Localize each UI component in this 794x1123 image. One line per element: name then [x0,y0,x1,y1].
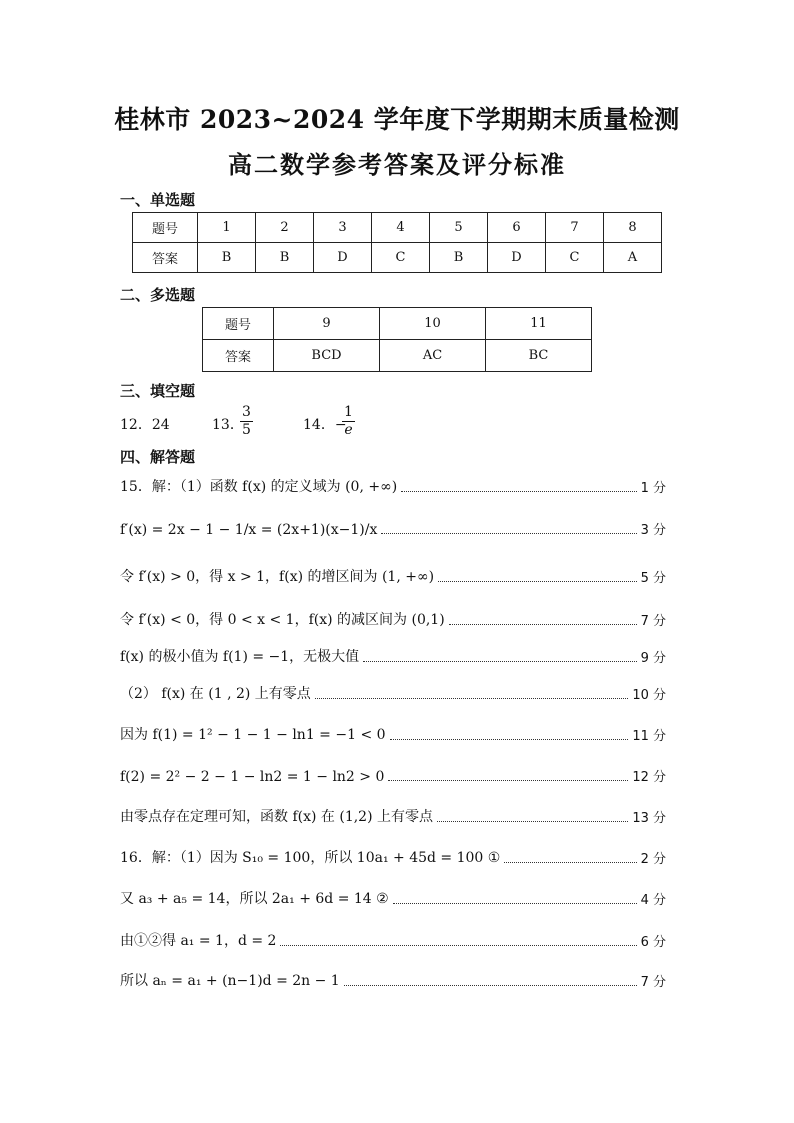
leader-dots [437,821,628,822]
solution-line [120,847,666,867]
solution-text: 令 f′(x) > 0，得 x > 1，f(x) 的增区间为 (1, +∞) [120,569,435,585]
solution-line [120,766,666,785]
fraction-numerator: 1 [344,404,353,420]
table-cell: B [256,243,314,273]
solution-text: 因为 f(1) = 1² − 1 − 1 − ln1 = −1 < 0 [120,727,386,743]
leader-dots [388,780,628,781]
solution-text: （2） f(x) 在 (1 , 2) 上有零点 [120,686,311,702]
solution-line [120,970,666,990]
solution-line [120,566,666,586]
section-solutions: 四、解答题 [120,448,196,466]
solution-points: 12 分 [632,770,666,785]
solution-line [120,930,666,950]
solution-text: 15．解：（1）函数 f(x) 的定义域为 (0, +∞) [120,479,398,495]
leader-dots [390,739,629,740]
solution-points: 10 分 [632,688,666,703]
table-header-cell: 题号 [203,308,274,340]
solution-text: f′(x) = 2x − 1 − 1/x = (2x+1)(x−1)/x [120,522,378,538]
solution-points: 7 分 [640,614,666,629]
section-single-choice: 一、单选题 [120,191,196,209]
solution-points: 11 分 [632,729,666,744]
solution-text: 16．解：（1）因为 S₁₀ = 100，所以 10a₁ + 45d = 100 ① [120,850,501,866]
leader-dots [401,491,636,492]
table-cell: B [430,243,488,273]
leader-dots [315,698,629,699]
leader-dots [363,661,636,662]
leader-dots [504,862,636,863]
answer-q14-fraction [340,404,357,439]
answer-q12: 12．24 [120,417,170,433]
leader-dots [344,985,637,986]
table-cell: 2 [256,213,314,243]
table-cell: 6 [488,213,546,243]
table-cell: 3 [314,213,372,243]
table-header-cell: 题号 [133,213,198,243]
section-fill-in: 三、填空题 [120,382,196,400]
solution-points: 7 分 [640,975,666,990]
solution-line [120,519,666,538]
multiple-choice-table [202,307,592,372]
solution-points: 3 分 [640,523,666,538]
table-cell: 4 [372,213,430,243]
solution-line [120,724,666,744]
table-cell: BCD [274,340,380,372]
solution-points: 9 分 [640,651,666,666]
solution-points: 2 分 [640,852,666,867]
table-cell: 10 [380,308,486,340]
table-row [133,213,662,243]
solution-points: 1 分 [640,481,666,496]
leader-dots [393,903,637,904]
solution-points: 6 分 [640,935,666,950]
table-cell: C [372,243,430,273]
section-multiple-choice: 二、多选题 [120,286,196,304]
table-cell: 11 [486,308,592,340]
table-row [203,340,592,372]
table-cell: D [488,243,546,273]
table-cell: C [546,243,604,273]
solution-points: 13 分 [632,811,666,826]
single-choice-table [132,212,662,273]
solution-text: 又 a₃ + a₅ = 14，所以 2a₁ + 6d = 14 ② [120,891,389,907]
fraction-denominator: 5 [242,422,251,438]
table-cell: A [604,243,662,273]
fraction-numerator: 3 [242,404,251,420]
solution-text: 所以 aₙ = a₁ + (n−1)d = 2n − 1 [120,973,340,989]
leader-dots [381,533,636,534]
solution-text: f(x) 的极小值为 f(1) = −1，无极大值 [120,649,360,665]
table-cell: 5 [430,213,488,243]
title-line-2: 高二数学参考答案及评分标准 [228,150,566,179]
solution-text: 由零点存在定理可知，函数 f(x) 在 (1,2) 上有零点 [120,809,433,825]
answer-q13-fraction [238,404,255,439]
table-cell: AC [380,340,486,372]
table-cell: BC [486,340,592,372]
fraction-denominator: e [344,422,353,438]
leader-dots [438,581,637,582]
leader-dots [449,624,637,625]
answer-q13-label: 13． [212,417,244,433]
table-cell: 1 [198,213,256,243]
title-line-1: 桂林市 2023~2024 学年度下学期期末质量检测 [114,105,680,134]
solution-line [120,609,666,629]
solution-line [120,683,666,703]
leader-dots [280,945,636,946]
table-cell: 9 [274,308,380,340]
table-cell: B [198,243,256,273]
solution-text: 令 f′(x) < 0，得 0 < x < 1，f(x) 的减区间为 (0,1) [120,612,445,628]
solution-line [120,888,666,908]
table-cell: D [314,243,372,273]
answer-q14-label: 14．− [303,417,347,433]
table-header-cell: 答案 [133,243,198,273]
table-row [133,243,662,273]
solution-text: 由①②得 a₁ = 1，d = 2 [120,933,277,949]
solution-line [120,806,666,826]
table-cell: 8 [604,213,662,243]
solution-points: 4 分 [640,893,666,908]
solution-text: f(2) = 2² − 2 − 1 − ln2 = 1 − ln2 > 0 [120,769,385,785]
solution-line [120,476,666,496]
table-row [203,308,592,340]
solution-points: 5 分 [640,571,666,586]
solution-line [120,646,666,666]
table-cell: 7 [546,213,604,243]
table-header-cell: 答案 [203,340,274,372]
